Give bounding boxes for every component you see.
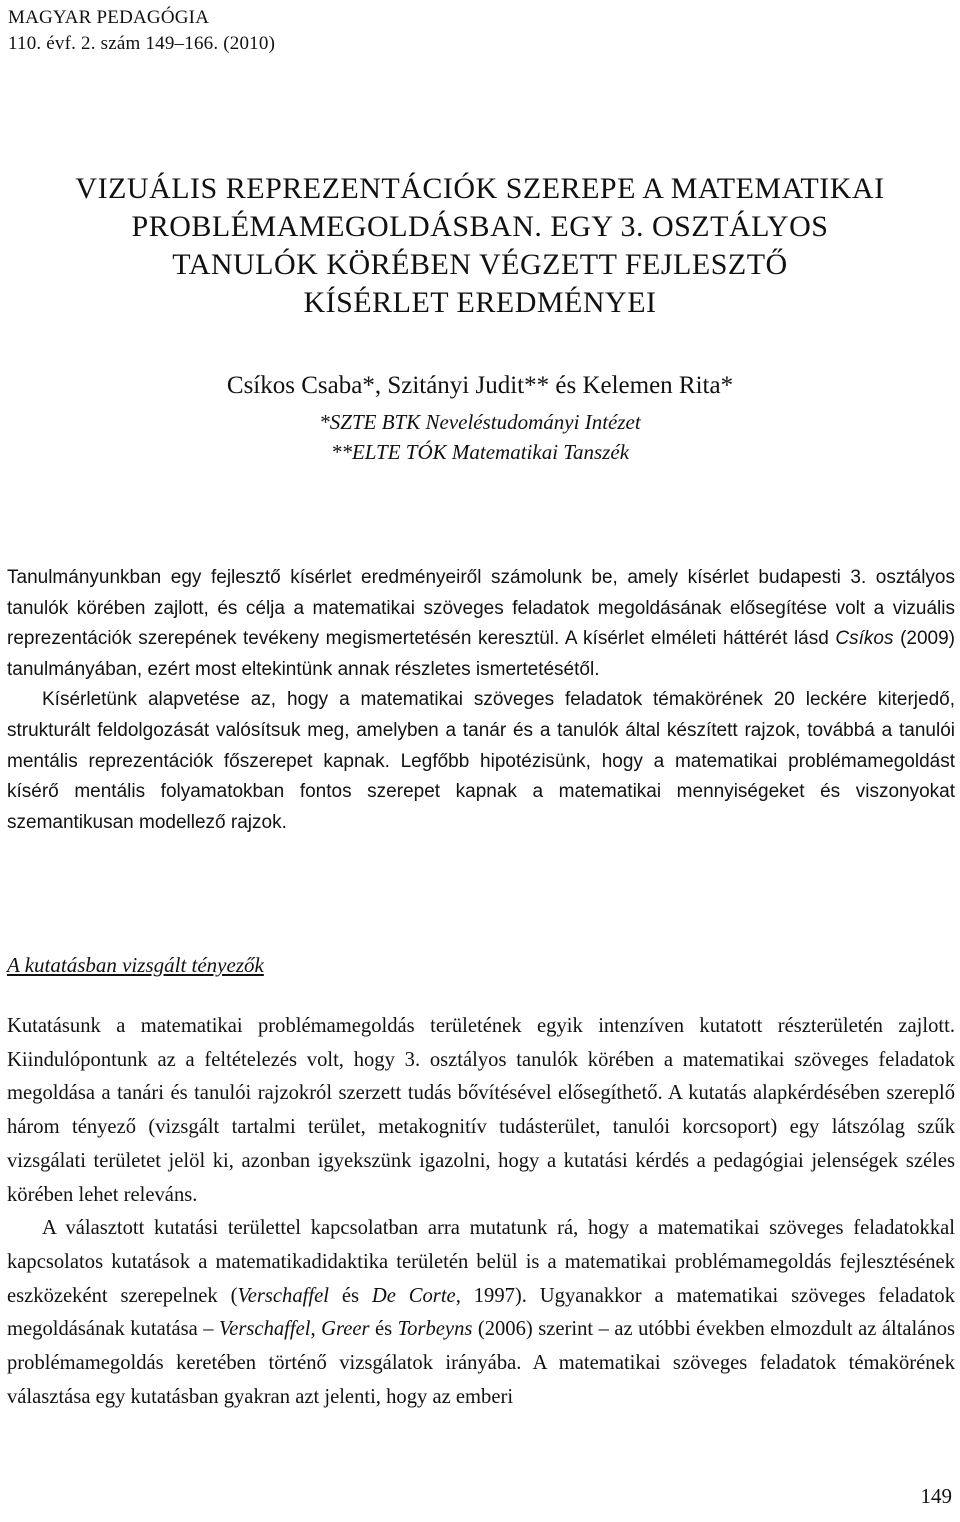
- title-line: TANULÓK KÖRÉBEN VÉGZETT FEJLESZTŐ: [172, 248, 788, 281]
- abstract-text: Tanulmányunkban egy fejlesztő kísérlet eredményeiről számolunk be, amely kísérlet budapesti 3. osztályos tanulók körében zajlott, és célja a matematikai szöveges feladatok megoldásának elősegítése volt a vizuális reprezentációk szerepének tevékeny megismertetésén keresztül. A kísérlet elméleti háttérét lásd: [7, 567, 955, 650]
- affiliation: *SZTE BTK Neveléstudományi Intézet: [319, 410, 641, 434]
- body-text-run: (2006) szerint – az utóbbi években elmozdult az általános problémamegoldás keretében történő vizsgálatok irányába. A matematikai szöveges feladatok témakörének választása egy kutatásban gyakran azt jelenti, hogy az emberi: [7, 1318, 956, 1408]
- body-text-run: és: [369, 1318, 398, 1341]
- body-text-run: és: [328, 1284, 372, 1307]
- body-text-run: , 1997). Ugyanakkor a matematikai szöveges feladatok megoldásának kutatása –: [7, 1284, 955, 1341]
- journal-name: MAGYAR PEDAGÓGIA: [8, 7, 210, 28]
- abstract-paragraph: Kísérletünk alapvetése az, hogy a matematikai szöveges feladatok témakörének 20 leckére kiterjedő, strukturált feldolgozását valósítsuk meg, amelyben a tanár és a tanulók által készített rajzok, továbbá a tanulói mentális reprezentációk főszerepet kapnak. Legfőbb hipotézisünk, hogy a matematikai problémamegoldást kísérő mentális folyamatokban fontos szerepet kapnak a matematikai mennyiségeket és viszonyokat szemantikusan modellező rajzok.: [7, 689, 955, 833]
- title-line: VIZUÁLIS REPREZENTÁCIÓK SZEREPE A MATEMATIKAI: [75, 172, 885, 205]
- abstract: [7, 563, 955, 838]
- body-text: [7, 1010, 955, 1414]
- body-text-run: ,: [310, 1318, 322, 1341]
- citation-author: Torbeyns: [397, 1318, 473, 1341]
- abstract-text: (2009) tanulmányában, ezért most eltekintünk annak részletes ismertetésétől.: [7, 628, 955, 680]
- title-line: KÍSÉRLET EREDMÉNYEI: [303, 286, 657, 319]
- citation-author: Greer: [321, 1318, 370, 1341]
- journal-citation: 110. évf. 2. szám 149–166. (2010): [8, 33, 276, 54]
- section-heading: A kutatásban vizsgált tényezők: [7, 953, 264, 977]
- authors: Csíkos Csaba*, Szitányi Judit** és Kelemen Rita*: [226, 372, 734, 399]
- citation-author: Verschaffel: [218, 1318, 311, 1341]
- body-paragraph: Kutatásunk a matematikai problémamegoldás területének egyik intenzíven kutatott részterületén zajlott. Kiindulópontunk az a feltételezés volt, hogy 3. osztályos tanulók körében a matematikai szöveges feladatok megoldása a tanári és tanulói rajzokról szerzett tudás bővítésével elősegíthető. A kutatás alapkérdésében szereplő három tényező (vizsgált tartalmi terület, metakognitív tudásterület, tanulói korcsoport) egy látszólag szűk vizsgálati területet jelöl ki, azonban igyekszünk igazolni, hogy a kutatási kérdés a pedagógiai jelenségek széles körében lehet releváns.: [7, 1015, 955, 1206]
- page-number: 149: [920, 1484, 952, 1508]
- body-text-run: A választott kutatási területtel kapcsolatban arra mutatunk rá, hogy a matematikai szöveges feladatokkal kapcsolatos kutatások a matematikadidaktika területén belül is a matematikai problémamegoldás fejlesztésének eszközeként szerepelnek (: [7, 1217, 955, 1307]
- abstract-paragraph: [7, 563, 955, 685]
- affiliations: [0, 407, 960, 467]
- citation-author: Verschaffel: [237, 1284, 329, 1307]
- body-paragraph: [7, 1212, 955, 1414]
- citation-author: De Corte: [371, 1284, 456, 1307]
- title-line: PROBLÉMAMEGOLDÁSBAN. EGY 3. OSZTÁLYOS: [131, 210, 829, 243]
- affiliation: **ELTE TÓK Matematikai Tanszék: [330, 440, 630, 464]
- journal-header: [8, 5, 275, 57]
- article-title: [40, 170, 920, 322]
- citation-author: Csíkos: [835, 628, 894, 650]
